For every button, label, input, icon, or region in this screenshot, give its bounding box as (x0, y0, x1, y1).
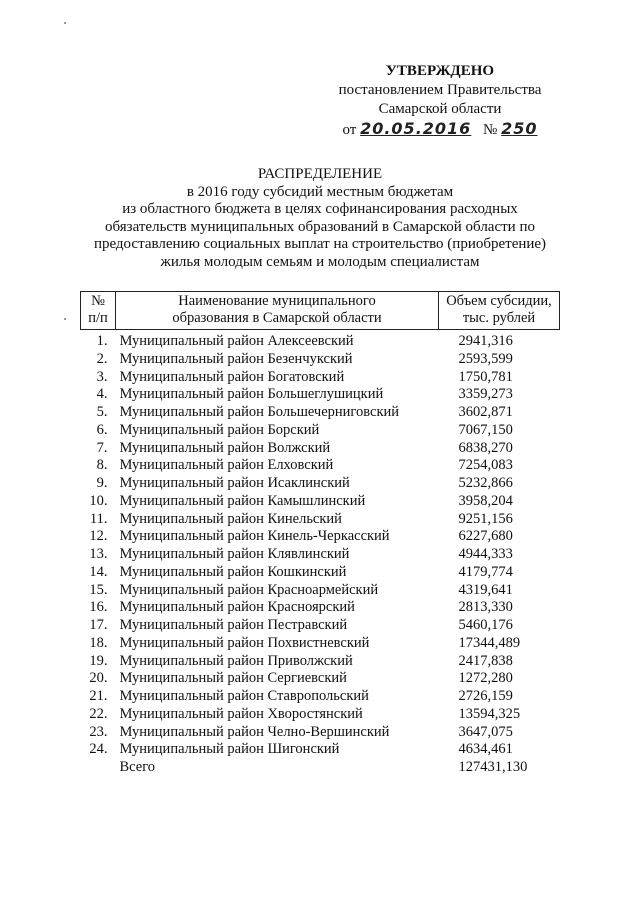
table-row (81, 369, 560, 387)
table-row (81, 422, 560, 440)
row-name: Муниципальный район Шигонский (119, 741, 340, 758)
heading-title: РАСПРЕДЕЛЕНИЕ (257, 166, 383, 182)
row-value: 4179,774 (458, 563, 513, 580)
table-row (81, 330, 560, 351)
row-number: 7. (96, 439, 108, 456)
row-number: 10. (89, 492, 108, 509)
row-value: 17344,489 (458, 634, 521, 651)
row-name: Муниципальный район Камышлинский (119, 492, 366, 509)
row-number: 11. (89, 510, 108, 527)
table-row (81, 741, 560, 759)
row-value: 5460,176 (458, 617, 513, 633)
document-heading (0, 166, 640, 272)
table-row (81, 351, 560, 369)
table-row (81, 440, 560, 458)
row-name: Муниципальный район Клявлинский (119, 546, 350, 562)
approval-title: УТВЕРЖДЕНО (385, 63, 495, 79)
row-name: Муниципальный район Ставропольский (119, 688, 369, 704)
row-number: 6. (96, 421, 108, 438)
row-value: 2941,316 (458, 333, 513, 349)
row-value: 3602,871 (458, 404, 513, 420)
table-header-row (81, 292, 560, 330)
row-name: Муниципальный район Похвистневский (119, 634, 370, 651)
approval-line-2: Самарской области (378, 101, 502, 117)
row-value: 1272,280 (458, 670, 513, 687)
heading-line-1: в 2016 году субсидий местным бюджетам (186, 183, 454, 200)
row-name: Муниципальный район Большечерниговский (119, 404, 400, 420)
header-name-line-1: Наименование муниципального (178, 293, 376, 309)
heading-line-2: из областного бюджета в целях софинансирования расходных (122, 201, 518, 218)
header-value (439, 292, 560, 330)
row-name: Муниципальный район Борский (119, 421, 320, 438)
row-value: 2593,599 (458, 350, 513, 367)
row-name: Муниципальный район Кошкинский (119, 563, 347, 580)
row-number: 4. (96, 386, 108, 403)
header-number (81, 292, 116, 330)
row-number: 8. (96, 457, 108, 474)
row-number: 3. (96, 368, 108, 385)
table-row (81, 706, 560, 724)
approval-block (330, 62, 550, 141)
row-value: 2417,838 (458, 652, 513, 669)
row-number: 2. (96, 350, 108, 367)
scan-speck (64, 22, 66, 24)
handwritten-number: 250 (501, 119, 538, 138)
row-name: Муниципальный район Богатовский (119, 368, 345, 385)
row-value: 5232,866 (458, 475, 513, 491)
header-number-line-1: № (91, 293, 105, 309)
row-number: 17. (89, 617, 108, 633)
row-name: Муниципальный район Кинель-Черкасский (119, 528, 390, 545)
table-row (81, 688, 560, 706)
row-name: Муниципальный район Пестравский (119, 617, 348, 633)
table-row (81, 582, 560, 600)
heading-line-4: предоставлению социальных выплат на строительство (приобретение) (93, 236, 547, 253)
table-row (81, 475, 560, 493)
table-row (81, 670, 560, 688)
row-name: Муниципальный район Красноярский (119, 599, 355, 616)
row-value: 4944,333 (458, 546, 513, 562)
row-value: 7067,150 (458, 421, 513, 438)
row-name: Муниципальный район Приволжский (119, 652, 353, 669)
row-value: 2726,159 (458, 688, 513, 704)
approval-date-line (330, 119, 550, 141)
row-name: Муниципальный район Елховский (119, 457, 334, 474)
total-row (81, 759, 560, 777)
row-name: Муниципальный район Безенчукский (119, 350, 353, 367)
table-row (81, 653, 560, 671)
table-row (81, 599, 560, 617)
scan-speck (64, 318, 66, 320)
table-row (81, 404, 560, 422)
total-label: Всего (119, 759, 156, 775)
row-name: Муниципальный район Сергиевский (119, 670, 347, 687)
row-value: 1750,781 (458, 368, 513, 385)
row-name: Муниципальный район Большеглушицкий (119, 386, 384, 403)
heading-line-5: жилья молодым семьям и молодым специалистам (160, 253, 480, 270)
row-name: Муниципальный район Исаклинский (119, 475, 350, 491)
row-number: 9. (96, 475, 108, 491)
row-value: 3359,273 (458, 386, 513, 403)
table-row (81, 493, 560, 511)
row-number: 21. (89, 688, 108, 704)
table-row (81, 546, 560, 564)
header-value-line-2: тыс. рублей (462, 310, 536, 326)
row-value: 9251,156 (458, 510, 513, 527)
row-value: 4634,461 (458, 741, 513, 758)
header-name (116, 292, 439, 330)
row-number: 13. (89, 546, 108, 562)
row-number: 15. (89, 581, 108, 598)
table-row (81, 511, 560, 529)
row-value: 6227,680 (458, 528, 513, 545)
row-number: 18. (89, 634, 108, 651)
approval-line-1: постановлением Правительства (338, 82, 542, 98)
row-number: 24. (89, 741, 108, 758)
row-number: 20. (89, 670, 108, 687)
heading-line-3: обязательств муниципальных образований в Самарской области по (105, 218, 535, 235)
row-value: 13594,325 (458, 705, 521, 722)
subsidy-table (80, 291, 560, 777)
row-value: 6838,270 (458, 439, 513, 456)
row-value: 7254,083 (458, 457, 513, 474)
header-number-line-2: п/п (88, 310, 108, 326)
handwritten-date: 20.05.2016 (360, 119, 472, 138)
date-prefix: от (342, 122, 357, 138)
row-name: Муниципальный район Хворостянский (119, 705, 363, 722)
row-value: 4319,641 (458, 581, 513, 598)
row-name: Муниципальный район Кинельский (119, 510, 342, 527)
table-row (81, 457, 560, 475)
row-number: 23. (89, 723, 108, 740)
row-value: 2813,330 (458, 599, 513, 616)
table-row (81, 617, 560, 635)
row-value: 3647,075 (458, 723, 513, 740)
row-name: Муниципальный район Волжский (119, 439, 331, 456)
row-number: 22. (89, 705, 108, 722)
total-number-cell (81, 759, 116, 777)
row-number: 5. (96, 404, 108, 420)
row-number: 12. (89, 528, 108, 545)
table-row (81, 635, 560, 653)
header-value-line-1: Объем субсидии, (446, 293, 552, 309)
header-name-line-2: образования в Самарской области (172, 310, 382, 326)
row-number: 1. (96, 333, 108, 349)
row-value: 3958,204 (458, 492, 513, 509)
row-name: Муниципальный район Алексеевский (119, 333, 354, 349)
table-row (81, 564, 560, 582)
row-number: 19. (89, 652, 108, 669)
row-name: Муниципальный район Челно-Вершинский (119, 723, 390, 740)
table-row (81, 386, 560, 404)
table-row (81, 528, 560, 546)
total-value: 127431,130 (458, 759, 528, 775)
row-number: 14. (89, 563, 108, 580)
number-prefix: № (483, 122, 498, 138)
table-row (81, 724, 560, 742)
row-number: 16. (89, 599, 108, 616)
row-name: Муниципальный район Красноармейский (119, 581, 379, 598)
